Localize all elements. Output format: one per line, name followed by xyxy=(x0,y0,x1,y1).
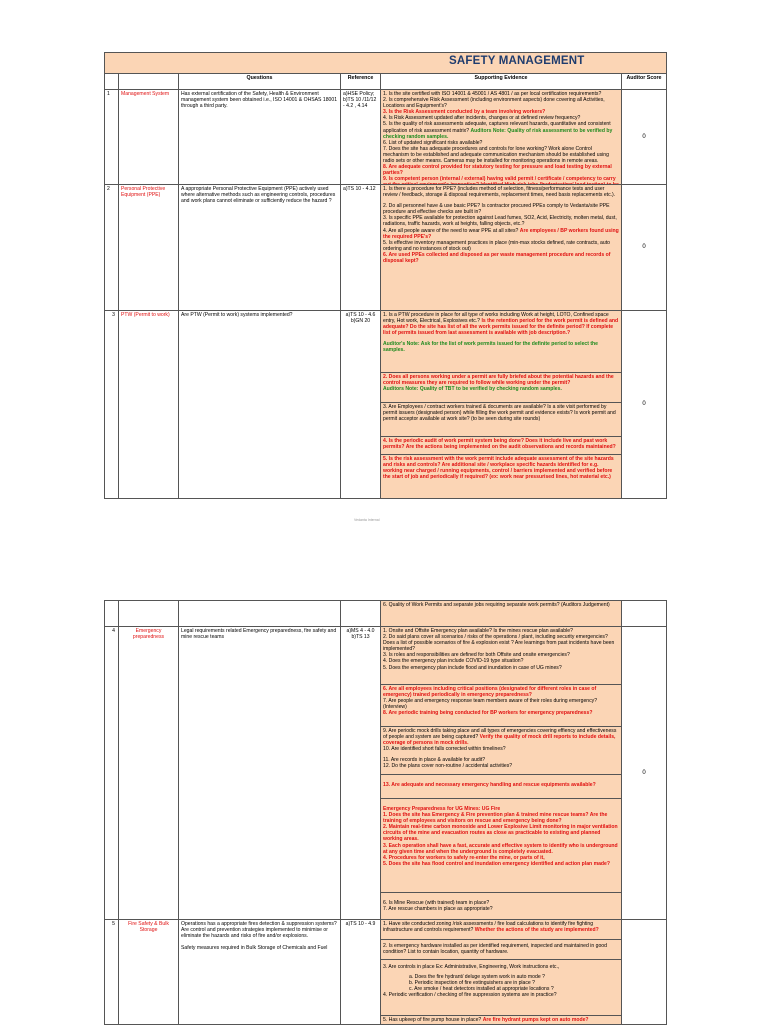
header-auditor: Auditor Score xyxy=(622,74,667,90)
ev-line: 10. Are identified short falls corrected within timelines? xyxy=(383,746,506,753)
ev-line: 4. Does the emergency plan include COVID-19 type situation? xyxy=(383,658,524,665)
row5-topic: Fire Safety & Bulk Storage xyxy=(119,920,179,1025)
ev-line: 11. Are records in place & available for audit? xyxy=(383,757,486,764)
ev-line: Are fire hydrant pumps kept on auto mode? xyxy=(482,1017,589,1023)
row4-num: 4 xyxy=(105,627,119,920)
row5-reference: a)TS 10 - 4.9 xyxy=(341,920,381,1025)
row4-evidence xyxy=(381,627,622,920)
title-band xyxy=(105,53,667,74)
row3-evidence-block-5 xyxy=(381,455,621,498)
header-reference: Reference xyxy=(341,74,381,90)
ev-line: 9. Are periodic mock drills taking place and all types of emergencies covering effiency and effectiveness of people and system are being captured? xyxy=(383,728,617,741)
ev-line: 5. Is the quality of risk assessments adequate, captures relevant hazards, quantitative and consistent application of risk assessment matrix? xyxy=(383,121,611,134)
row3-evidence xyxy=(381,311,622,499)
row3-evidence-block-4 xyxy=(381,437,621,455)
ev-line: 7. Are people and emergency response team members aware of their roles during emergency? (Interview) xyxy=(383,698,598,711)
ev-line: 6. Is Mine Rescue (with trained) team in place? xyxy=(383,900,490,906)
ev-line: Auditors Note: Quality of TBT to be verified by checking random samples. xyxy=(383,386,562,393)
row4-topic: Emergency preparedness xyxy=(119,627,179,920)
ev-line: 6. Quality of Work Permits and separate jobs requiring separate work permits? (Auditors Judgement) xyxy=(383,602,610,608)
ev-line: 4. Is Risk Assessment updated after incidents, changes or at defined review frequency? xyxy=(383,115,581,122)
row5-question-2: Safety measures required in Bulk Storage of Chemicals and Fuel xyxy=(181,945,328,952)
row4-score: 0 xyxy=(622,627,667,920)
ev-line: 5. Is the risk assessment with the work permit include adequate assessment of the site hazards and risks and controls? Are additional site / workplace specific hazards identified for e.g. working near charged / running equipments, control / barriers implemented and verified before the start of job and periodically if required? (ex: work near pressurised lines, hot material etc.) xyxy=(383,456,614,481)
ev-line: Verify the quality of mock drill reports to include details, coverage of persons in mock drills. xyxy=(383,734,616,747)
row4-evidence-block-2 xyxy=(381,685,621,727)
ev-line: 3. Each operation shall have a fast, accurate and effective system to identify who is underground at any given time and when the underground is completely evacuated. xyxy=(383,842,618,855)
page-2 xyxy=(104,600,667,1025)
ev-line: Are employees / BP workers found using the required PPE's? xyxy=(383,227,619,240)
row3c-reference xyxy=(341,601,381,627)
ev-line: 5. Does the emergency plan include flood and inundation in case of UG mines? xyxy=(383,664,562,671)
row4-reference: a)MS 4 - 4.0 b)TS 13 xyxy=(341,627,381,920)
ev-line: 1. Onsite and Offsite Emergency plan available? Is the mines rescue plan available? xyxy=(383,628,573,634)
ev-line: 3. Are Employees / contract workers trained & documents are available? Is a site visit performed by permit issuers (designated person) while filling the work permit and evidence exists? Is work permit and permit acceptor available at work site? (to be seen during site rounds) xyxy=(383,404,616,423)
hdr-num-cell xyxy=(105,74,119,90)
ev-line: Auditor's Note: Ask for the list of work permits issued for the definite period to select the samples. xyxy=(383,341,598,354)
row1-evidence-block xyxy=(381,90,621,184)
ev-line: 2. Does all persons working under a permit are fully briefed about the potential hazards and the control measures they are required to follow while working under the permit? xyxy=(383,374,614,387)
ev-line: 5. Does the site has flood control and inundation emergency identified and action plan made? xyxy=(383,860,610,867)
row3-evidence-block-1 xyxy=(381,311,621,373)
ev-line: 8. Are adequate control provided for statutory testing for pressure and load testing by external parties? xyxy=(383,164,612,177)
row1-evidence xyxy=(381,90,622,185)
ev-line: 8. Are periodic training being conducted for BP workers for emergency preparedness? xyxy=(383,710,593,717)
row1-num: 1 xyxy=(105,90,119,185)
ev-line: 1. Is the site certified with ISO 14001 & 45001 / AS 4801 / as per local certification requirements? xyxy=(383,91,602,97)
ev-line: 1. Is there a procedure for PPE? (includes method of selection, fitness/performance tests and user review / feedback, storage & disposal requirements, replacement times, need basis replacements etc.). xyxy=(383,186,616,199)
row1-reference: a)HSE Policy; b)TS 10 /11/12 - 4.2 , 4.14 xyxy=(341,90,381,185)
ev-line: 1. Have site conducted zoning /risk assessments / fire load calculations to identify fire fighting infrastructure and controls requirement? xyxy=(383,921,594,934)
row3c-question xyxy=(179,601,341,627)
row5-question: Operations has a appropriate fires detection & suppression systems? Are control and prevention strategies implemented to minimise or eliminate the hazards and risks of fire and/or explosions. xyxy=(181,921,337,940)
row3-question: Are PTW (Permit to work) systems implemented? xyxy=(179,311,341,499)
ev-line: b. Periodic inspection of fire extinguishers are in place ? xyxy=(409,980,535,987)
row4-evidence-block-6 xyxy=(381,893,621,920)
hdr-topic-cell xyxy=(119,74,179,90)
row4-evidence-block-5 xyxy=(381,799,621,893)
row1-question: Has external certification of the Safety, Health & Environment management system been obtained i.e., ISO 14001 & OHSAS 18001 through a third party. xyxy=(179,90,341,185)
row3-evidence-block-3 xyxy=(381,403,621,437)
row2-evidence xyxy=(381,185,622,311)
row1-score: 0 xyxy=(622,90,667,185)
ev-line: a. Does the fire hydrant/ deluge system work in auto mode ? xyxy=(409,974,545,981)
row3c-evidence xyxy=(381,601,622,627)
row3-evidence-block-2 xyxy=(381,373,621,403)
ev-line: 3. Are controls in place Ex: Administrative, Engineering, Work instructions etc., xyxy=(383,964,560,970)
ev-line: c. Are smoke / heat detectors installed at appropriate locations ? xyxy=(409,986,554,993)
header-evidence: Supporting Evidence xyxy=(381,74,622,90)
row3-topic: PTW (Permit to work) xyxy=(119,311,179,499)
ev-line: 6. Are used PPEs collected and disposed as per waste management procedure and records of disposal kept? xyxy=(383,251,611,265)
row3-num: 3 xyxy=(105,311,119,499)
row2-topic: Personal Protective Equipment (PPE) xyxy=(119,185,179,311)
ev-line: Auditors Note: Quality of risk assessment to be verified by checking random samples. xyxy=(383,127,613,140)
row3c-score xyxy=(622,601,667,627)
ev-line: Whether the actions of the study are implemented? xyxy=(474,927,599,934)
ev-line: 4. Is the periodic audit of work permit system being done? Does it include live and past work permits? Are the actions being implemented on the audit observations and records maintained? xyxy=(383,438,616,451)
ev-line: 3. Is specific PPE available for protection against Lead fumes, SO2, Acid, Electricity, molten metal, dust, radiations, traffic hazards, work at heights, falling objects, etc.? xyxy=(383,215,617,228)
row5-evidence xyxy=(381,920,622,1025)
ev-line: 9. Is competent person (internal / external) having valid permit / certificate / competency to carry xyxy=(383,176,616,183)
ev-line: 5. Is effective inventory management practices in place (min-max stocks defined, rate contracts, auto ordering and no instances of stock out) xyxy=(383,239,610,252)
row5-evidence-block-1 xyxy=(381,920,621,940)
row5-evidence-block-2 xyxy=(381,940,621,960)
row3-score: 0 xyxy=(622,311,667,499)
ev-line: Is the retention period for the work permit is defined and adequate? Do the site has list of all the work permits issued for the definite period? If complete list of permits issued from last assessment is available with job description.? xyxy=(383,318,619,337)
footer-note: Vedanta Internal xyxy=(354,518,380,522)
row3c-evidence-block xyxy=(381,601,621,626)
row5-question-cell xyxy=(179,920,341,1025)
ev-line: 4. Procedures for workers to safely re-enter the mine, or parts of it, xyxy=(383,854,545,861)
row4-evidence-block-4 xyxy=(381,775,621,799)
ev-line: 1. Does the site has Emergency & Fire prevention plan & trained mine rescue teams? Are the training of employees and visitors on rescue and emergency being done? xyxy=(383,812,608,825)
ev-line: 5. Has upkeep of fire pump house in place? xyxy=(383,1017,482,1023)
page-1 xyxy=(104,52,667,499)
ev-line: 3. Is the Risk Assessment conducted by a team involving workers? xyxy=(383,109,546,116)
ev-line: 7. Are rescue chambers in place as appropriate? xyxy=(383,906,493,913)
row5-num: 5 xyxy=(105,920,119,1025)
row4-evidence-block-1 xyxy=(381,627,621,685)
row4-evidence-block-3 xyxy=(381,727,621,775)
ev-line: 2. Do said plans cover all scenarios / risks of the operations / plant, including security emergencies? Does a list of possible scenarios of fire & explosion exist ? Are learnings from past incidents have been implemented? xyxy=(383,634,615,653)
row2-reference: a)TS 10 - 4.12 xyxy=(341,185,381,311)
ev-line: 1. Is a PTW procedure in place for all type of works including Work at height, LOTO, Confined space entry, Hot work, Electrical, Explosives etc.? xyxy=(383,312,609,325)
row3-reference: a)TS 10 - 4.6 b)GN 20 xyxy=(341,311,381,499)
row3c-num xyxy=(105,601,119,627)
row1-topic: Management System xyxy=(119,90,179,185)
header-questions: Questions xyxy=(179,74,341,90)
row5-score xyxy=(622,920,667,1025)
ev-line: Emergency Preparedness for UG Mines: UG Fire xyxy=(383,806,501,812)
ev-line: 4. Are all people aware of the need to wear PPE at all sites? xyxy=(383,227,519,234)
ev-line: 2. Is emergency hardware installed as per identified requirement, inspected and maintained in good condition? List to contain location, quantity of hardware. xyxy=(383,943,607,956)
ev-line: 2. Maintain real-time carbon monoxide and Lower Explosive Limit monitoring in major ventilation circuits of the mine and evacuation routes as close as practicable to existing and planned working areas. xyxy=(383,824,618,843)
row5-evidence-block-3 xyxy=(381,960,621,1016)
row3c-topic xyxy=(119,601,179,627)
row4-question: Legal requirements related Emergency preparedness, fire safety and mine rescue teams xyxy=(179,627,341,920)
row2-evidence-block xyxy=(381,185,621,310)
ev-line: 12. Do the plans cover non-routine / accidental activities? xyxy=(383,763,513,770)
row2-num: 2 xyxy=(105,185,119,311)
ev-line: 2. Is comprehensive Risk Assessment (including environment aspects) done covering all Activities, Locations and Equipment's? xyxy=(383,97,605,110)
ev-line: 6. List of updated significant risks available? xyxy=(383,139,483,146)
row2-question: A appropriate Personal Protective Equipment (PPE) actively used where alternative methods such as engineering controls, procedures and work plans cannot eliminate or sufficiently reduce the hazard ? xyxy=(179,185,341,311)
page-title: SAFETY MANAGEMENT xyxy=(449,55,585,67)
ev-line: 2. Do all personnel have & use basic PPE? Is contractor procured PPEs comply to Vedanta/site PPE procedure and effective checks are built in? xyxy=(383,203,610,216)
ev-line: 4. Periodic verification / checking of fire suppression systems are in practice? xyxy=(383,992,557,999)
ev-line: 7. Does the site has adequate procedures and controls for lone working? Work alone Control mechanism to be established and adequate communication mechanism should be established using radio sets or other means. Cameras may be installed for monitoring operations in remote areas. xyxy=(383,145,609,165)
ev-line: 6. Are all employees including critical positions (designated for different roles in case of emergency) trained periodically in emergency preparedness? xyxy=(383,686,597,699)
ev-line: 3. Is roles and responsibilities are defined for both Offsite and onsite emergencies? xyxy=(383,652,570,659)
ev-line: 13. Are adequate and necessary emergency handling and rescue equipments available? xyxy=(383,782,596,788)
row2-score: 0 xyxy=(622,185,667,311)
